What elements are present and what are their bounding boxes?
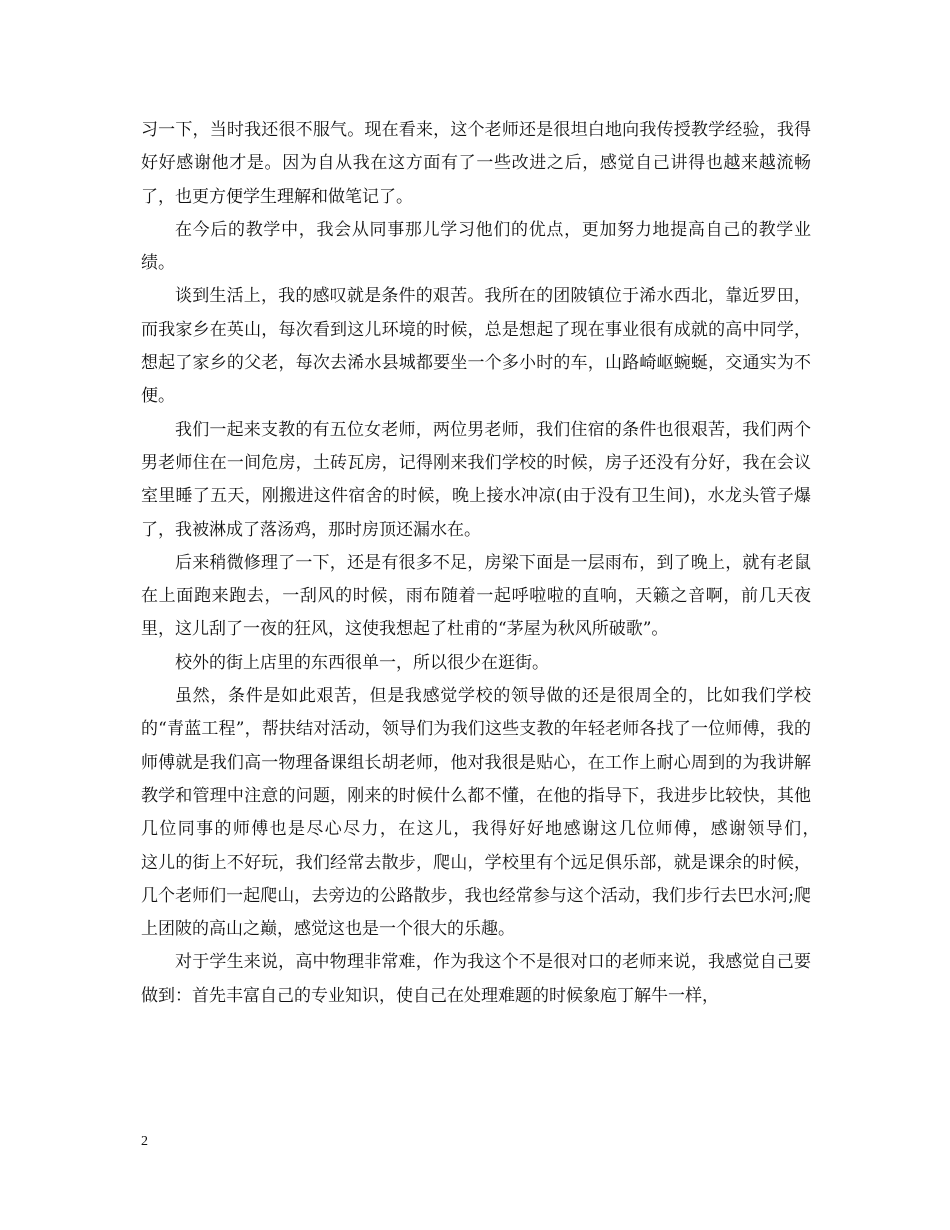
paragraph-8: 对于学生来说，高中物理非常难，作为我这个不是很对口的老师来说，我感觉自己要做到：首先丰富自己的专业知识，使自己在处理难题的时候象庖丁解牛一样，: [141, 952, 811, 1006]
paragraph-1: 习一下，当时我还很不服气。现在看来，这个老师还是很坦白地向我传授教学经验，我得好好感谢他才是。因为自从我在这方面有了一些改进之后，感觉自己讲得也越来越流畅了，也更方便学生理解和做笔记了。: [141, 120, 811, 207]
document-body: [141, 114, 845, 1013]
paragraph-3: 谈到生活上，我的感叹就是条件的艰苦。我所在的团陂镇位于浠水西北，靠近罗田，而我家乡在英山，每次看到这儿环境的时候，总是想起了现在事业很有成就的高中同学，想起了家乡的父老，每次去浠水县城都要坐一个多小时的车，山路崎岖蜿蜒，交通实为不便。: [141, 286, 811, 407]
paragraph-2: 在今后的教学中，我会从同事那儿学习他们的优点，更加努力地提高自己的教学业绩。: [141, 219, 811, 274]
paragraph-5: 后来稍微修理了一下，还是有很多不足，房梁下面是一层雨布，到了晚上，就有老鼠在上面跑来跑去，一刮风的时候，雨布随着一起呼啦啦的直响，天籁之音啊，前几天夜里，这儿刮了一夜的狂风，这使我想起了杜甫的“茅屋为秋风所破歌”。: [141, 552, 811, 640]
page-number: 2: [141, 1134, 148, 1149]
paragraph-7: 虽然，条件是如此艰苦，但是我感觉学校的领导做的还是很周全的，比如我们学校的“青蓝工程”，帮扶结对活动，领导们为我们这些支教的年轻老师各找了一位师傅，我的师傅就是我们高一物理备课组长胡老师，他对我很是贴心，在工作上耐心周到的为我讲解教学和管理中注意的问题，刚来的时候什么都不懂，在他的指导下，我进步比较快，其他几位同事的师傅也是尽心尽力，在这儿，我得好好地感谢这几位师傅，感谢领导们， 这儿的街上不好玩，我们经常去散步，爬山，学校里有个远足俱乐部，就是课余的时候，几个老师们一起爬山，去旁边的公路散步，我也经常参与这个活动，我们步行去巴水河;爬上团陂的高山之巅，感觉这也是一个很大的乐趣。: [141, 686, 845, 940]
paragraph-4: 我们一起来支教的有五位女老师，两位男老师，我们住宿的条件也很艰苦，我们两个男老师住在一间危房，土砖瓦房，记得刚来我们学校的时候，房子还没有分好，我在会议室里睡了五天，刚搬进这件宿舍的时候，晚上接水冲凉(由于没有卫生间)，水龙头管子爆了，我被淋成了落汤鸡，那时房顶还漏水在。: [141, 419, 811, 540]
paragraph-6: 校外的街上店里的东西很单一，所以很少在逛街。: [175, 652, 549, 673]
